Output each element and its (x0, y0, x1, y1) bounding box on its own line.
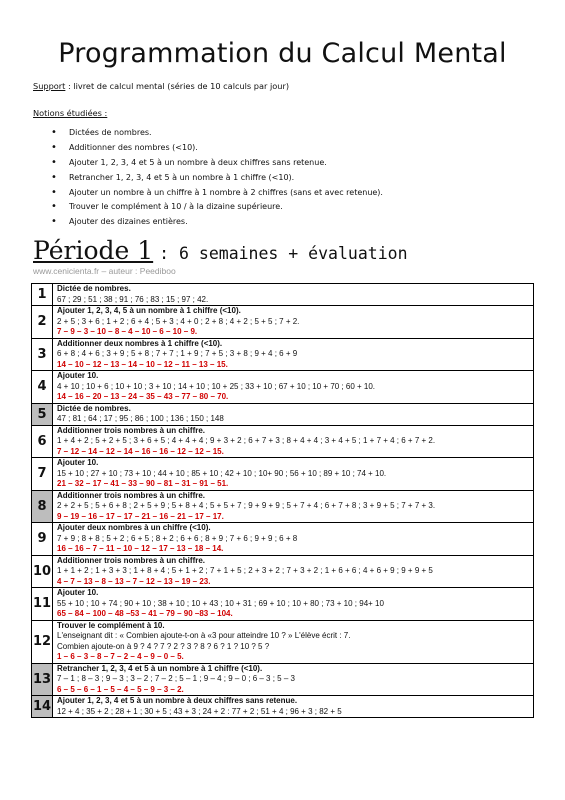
table-row (32, 620, 534, 663)
row-content (53, 371, 534, 404)
row-heading: Additionner trois nombres à un chiffre. (57, 555, 206, 565)
row-number: 5 (32, 403, 53, 425)
row-content (53, 696, 534, 718)
row-heading: Retrancher 1, 2, 3, 4 et 5 à un nombre à 1 chiffre (<10). (57, 663, 263, 673)
calc-table (31, 283, 534, 718)
row-number: 10 (32, 555, 53, 588)
row-exercise: 12 + 4 ; 35 + 2 ; 28 + 1 ; 30 + 5 ; 43 + 3 ; 24 + 2 : 77 + 2 ; 51 + 4 ; 96 + 3 ; 82 + 5 (57, 706, 342, 716)
row-number: 11 (32, 588, 53, 621)
table-row (32, 555, 534, 588)
table-row (32, 338, 534, 371)
table-row (32, 284, 534, 306)
row-content (53, 425, 534, 458)
row-content (53, 403, 534, 425)
row-answers: 4 – 7 – 13 – 8 – 13 – 7 – 12 – 13 – 19 – 23. (57, 576, 211, 586)
row-exercise: 4 + 10 ; 10 + 6 ; 10 + 10 ; 3 + 10 ; 14 + 10 ; 10 + 25 ; 33 + 10 ; 67 + 10 ; 10 + 70 ; 60 + 10. (57, 381, 376, 391)
table-row (32, 371, 534, 404)
row-heading: Ajouter 1, 2, 3, 4, 5 à un nombre à 1 chiffre (<10). (57, 306, 241, 315)
notion-item: • Ajouter 1, 2, 3, 4 et 5 à un nombre à deux chiffres sans retenue. (51, 156, 383, 171)
row-answers: 7 – 9 – 3 – 10 – 8 – 4 – 10 – 6 – 10 – 9. (57, 327, 198, 336)
row-content (53, 284, 534, 306)
table-row (32, 523, 534, 556)
row-exercise: 1 + 1 + 2 ; 1 + 3 + 3 ; 1 + 8 + 4 ; 5 + 1 + 2 ; 7 + 1 + 5 ; 2 + 3 + 2 ; 7 + 3 + 2 ; 1 + 6 + 6 ; 4 + 6 + 9 ; 9 + 9 + 5 (57, 566, 433, 575)
row-number: 13 (32, 663, 53, 696)
notion-item: • Dictées de nombres. (51, 126, 383, 141)
notion-item: • Ajouter un nombre à un chiffre à 1 nombre à 2 chiffres (sans et avec retenue). (51, 186, 383, 201)
row-number: 1 (32, 284, 53, 306)
row-answers: 65 – 84 – 100 – 48 –53 – 41 – 79 – 90 –83 – 104. (57, 609, 233, 618)
table-row (32, 490, 534, 523)
notions-list (51, 126, 383, 230)
table-row (32, 425, 534, 458)
row-number: 6 (32, 425, 53, 458)
row-answers: 7 – 12 – 14 – 12 – 14 – 16 – 16 – 12 – 12 – 15. (57, 446, 224, 456)
row-number: 8 (32, 490, 53, 523)
row-number: 14 (32, 696, 53, 718)
row-content (53, 523, 534, 556)
row-answers: 14 – 10 – 12 – 13 – 14 – 10 – 12 – 11 – 13 – 15. (57, 359, 228, 369)
row-content (53, 458, 534, 491)
table-row (32, 663, 534, 696)
notion-item: • Trouver le complément à 10 / à la dizaine supérieure. (51, 200, 383, 215)
row-number: 2 (32, 306, 53, 339)
row-heading: Ajouter 10. (57, 371, 99, 380)
support-line (33, 81, 289, 91)
row-heading: Additionner deux nombres à 1 chiffre (<10). (57, 338, 223, 348)
table-row (32, 588, 534, 621)
table-row (32, 458, 534, 491)
row-exercise: 7 + 9 ; 8 + 8 ; 5 + 2 ; 6 + 5 ; 8 + 2 ; 6 + 6 ; 8 + 9 ; 7 + 6 ; 9 + 9 ; 6 + 8 (57, 533, 298, 543)
row-content (53, 588, 534, 621)
row-answers: 1 – 6 – 3 – 8 – 7 – 2 – 4 – 9 – 0 – 5. (57, 652, 184, 661)
row-heading: Additionner trois nombres à un chiffre. (57, 490, 206, 500)
period-heading (33, 236, 408, 265)
row-exercise: 1 + 4 + 2 ; 5 + 2 + 5 ; 3 + 6 + 5 ; 4 + 4 + 4 ; 9 + 3 + 2 ; 6 + 7 + 3 ; 8 + 4 + 4 ; 3 + 4 + 5 ; 1 + 7 + 4 ; 6 + 7 + 2. (57, 436, 436, 445)
period-subtitle: : 6 semaines + évaluation (159, 244, 408, 263)
row-exercise: 55 + 10 ; 10 + 74 ; 90 + 10 ; 38 + 10 ; 10 + 43 ; 10 + 31 ; 69 + 10 ; 10 + 80 ; 73 + 10 ; 94+ 10 (57, 598, 384, 608)
row-exercise: Combien ajoute-on à 9 ? 4 ? 7 ? 2 ? 3 ? 8 ? 6 ? 1 ? 10 ? 5 ? (57, 641, 270, 651)
row-content (53, 306, 534, 339)
row-heading: Ajouter 1, 2, 3, 4 et 5 à un nombre à deux chiffres sans retenue. (57, 696, 298, 705)
row-exercise: 47 ; 81 ; 64 ; 17 ; 95 ; 86 ; 100 ; 136 ; 150 ; 148 (57, 414, 224, 423)
notion-item: • Ajouter des dizaines entières. (51, 215, 383, 230)
row-heading: Additionner trois nombres à un chiffre. (57, 425, 206, 435)
support-text: : livret de calcul mental (séries de 10 calculs par jour) (65, 81, 290, 91)
row-exercise: 2 + 5 ; 3 + 6 ; 1 + 2 ; 6 + 4 ; 5 + 3 ; 4 + 0 ; 2 + 8 ; 4 + 2 ; 5 + 5 ; 7 + 2. (57, 316, 300, 326)
row-content (53, 555, 534, 588)
row-answers: 14 – 16 – 20 – 13 – 24 – 35 – 43 – 77 – 80 – 70. (57, 392, 229, 401)
table-row (32, 696, 534, 718)
notion-item: • Additionner des nombres (<10). (51, 141, 383, 156)
row-answers: 21 – 32 – 17 – 41 – 33 – 90 – 81 – 31 – 91 – 51. (57, 479, 229, 488)
table-row (32, 403, 534, 425)
period-title: Période 1 (33, 236, 154, 265)
row-exercise: 6 + 8 ; 4 + 6 ; 3 + 9 ; 5 + 8 ; 7 + 7 ; 1 + 9 ; 7 + 5 ; 3 + 8 ; 9 + 4 ; 6 + 9 (57, 349, 298, 358)
page-title: Programmation du Calcul Mental (58, 38, 507, 69)
row-heading: Trouver le complément à 10. (57, 620, 165, 630)
row-exercise: 67 ; 29 ; 51 ; 38 ; 91 ; 76 ; 83 ; 15 ; 97 ; 42. (57, 294, 209, 304)
row-heading: Ajouter 10. (57, 588, 99, 597)
row-number: 9 (32, 523, 53, 556)
support-label: Support (33, 81, 66, 91)
row-answers: 6 – 5 – 6 – 1 – 5 – 4 – 5 – 9 – 3 – 2. (57, 684, 184, 694)
row-number: 3 (32, 338, 53, 371)
website-credit: www.cenicienta.fr – auteur : Peediboo (33, 266, 176, 276)
row-number: 7 (32, 458, 53, 491)
row-exercise: 2 + 2 + 5 ; 5 + 6 + 8 ; 2 + 5 + 9 ; 5 + 8 + 4 ; 5 + 5 + 7 ; 9 + 9 + 9 ; 5 + 7 + 4 ; 6 + 7 + 8 ; 3 + 9 + 5 ; 7 + 7 + 3. (57, 501, 436, 510)
table-row (32, 306, 534, 339)
row-exercise: L'enseignant dit : « Combien ajoute-t-on à «3 pour atteindre 10 ? » L'élève écrit : 7. (57, 631, 351, 640)
row-content (53, 620, 534, 663)
row-number: 12 (32, 620, 53, 663)
notion-item: • Retrancher 1, 2, 3, 4 et 5 à un nombre à 1 chiffre (<10). (51, 171, 383, 186)
row-content (53, 338, 534, 371)
row-heading: Ajouter deux nombres à un chiffre (<10). (57, 523, 211, 532)
row-content (53, 663, 534, 696)
row-exercise: 7 – 1 ; 8 – 3 ; 9 – 3 ; 3 – 2 ; 7 – 2 ; 5 – 1 ; 9 – 4 ; 9 – 0 ; 6 – 3 ; 5 – 3 (57, 674, 295, 683)
row-answers: 9 – 19 – 16 – 17 – 17 – 21 – 16 – 21 – 17 – 17. (57, 511, 224, 521)
row-heading: Dictée de nombres. (57, 403, 131, 413)
notions-heading: Notions étudiées : (33, 108, 108, 118)
row-heading: Dictée de nombres. (57, 284, 131, 293)
row-exercise: 15 + 10 ; 27 + 10 ; 73 + 10 ; 44 + 10 ; 85 + 10 ; 42 + 10 ; 10+ 90 ; 56 + 10 ; 89 + 10 ; 74 + 10. (57, 468, 387, 478)
row-heading: Ajouter 10. (57, 458, 99, 467)
row-number: 4 (32, 371, 53, 404)
row-answers: 16 – 16 – 7 – 11 – 10 – 12 – 17 – 13 – 18 – 14. (57, 544, 224, 553)
row-content (53, 490, 534, 523)
